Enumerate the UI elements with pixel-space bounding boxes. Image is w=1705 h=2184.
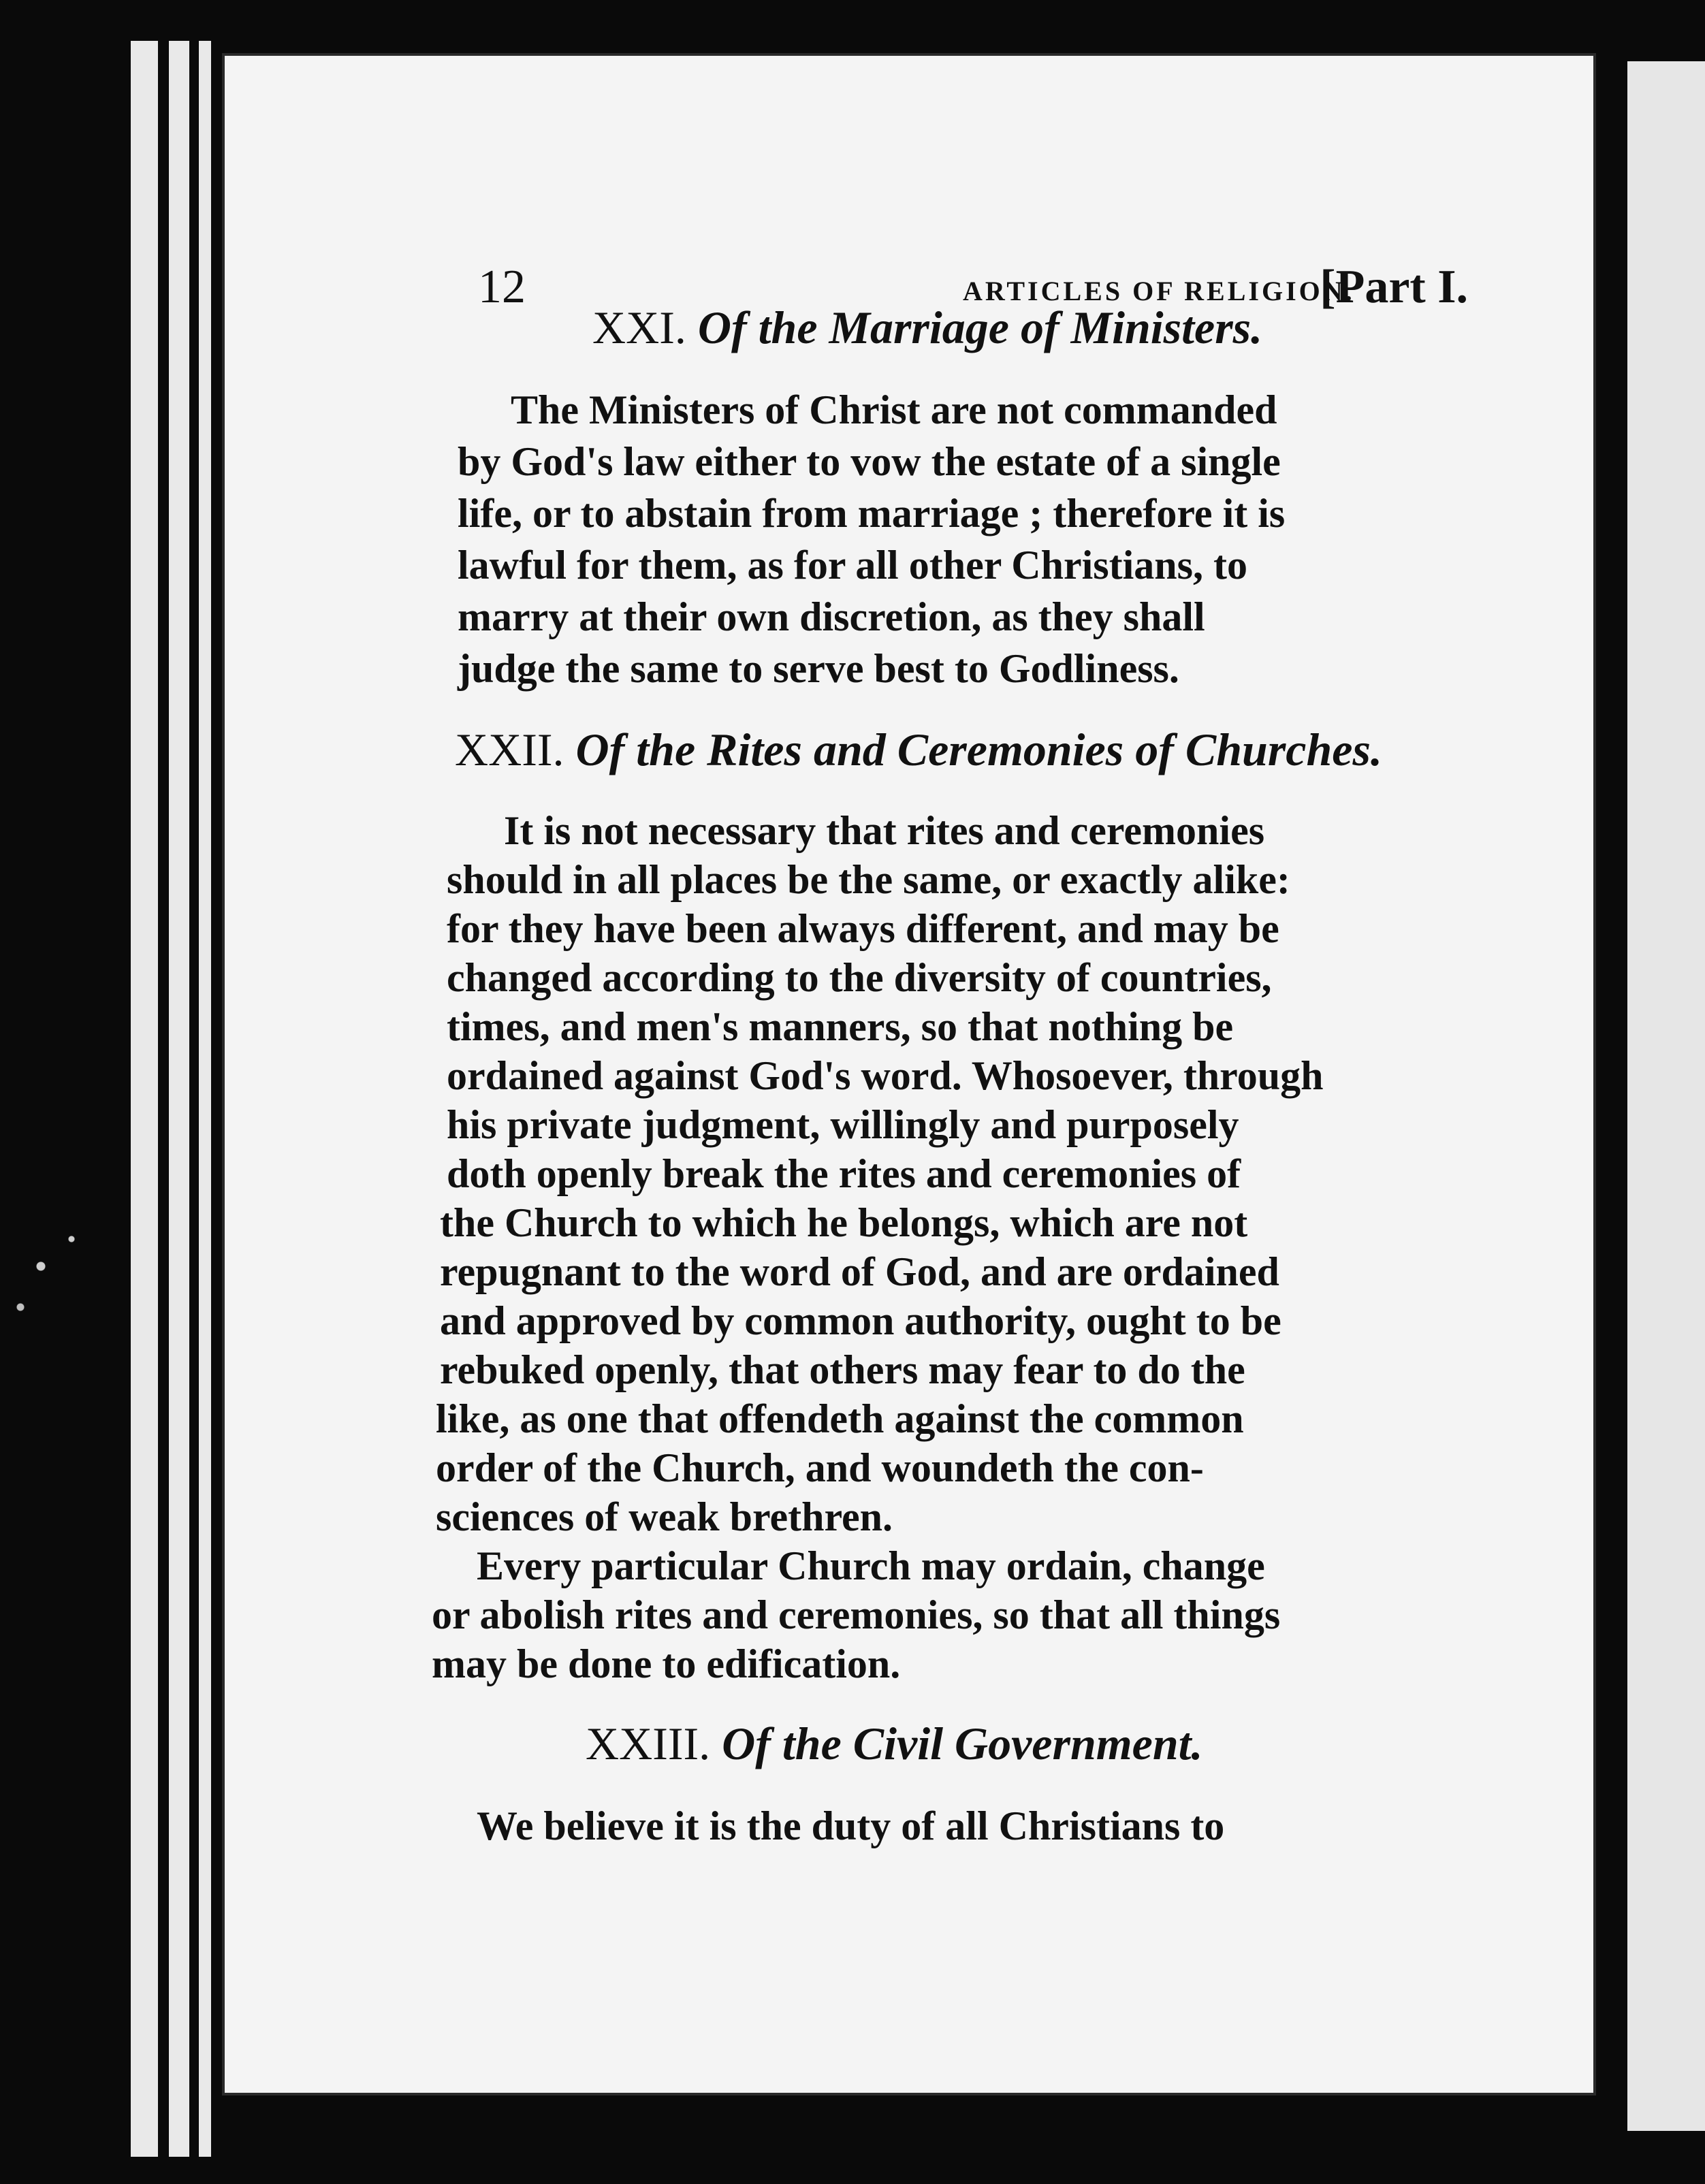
text-line: his private judgment, willingly and purposely (447, 1102, 1239, 1147)
text-line: and approved by common authority, ought to be (440, 1298, 1281, 1343)
facing-page-edge (1627, 61, 1705, 2131)
text-line: Every particular Church may ordain, change (477, 1543, 1265, 1588)
page-edge-strip (131, 41, 158, 2157)
running-title: ARTICLES OF RELIGION. (963, 276, 1355, 306)
text-line: times, and men's manners, so that nothing be (447, 1004, 1234, 1049)
text-line: like, as one that offendeth against the common (436, 1396, 1244, 1441)
article-title: Of the Rites and Ceremonies of Churches. (575, 724, 1382, 775)
article-numeral: XXIII. (586, 1718, 711, 1769)
text-line: or abolish rites and ceremonies, so that all things (432, 1592, 1281, 1637)
text-line: We believe it is the duty of all Christians to (477, 1803, 1225, 1848)
text-line: rebuked openly, that others may fear to do the (440, 1347, 1245, 1392)
text-line: It is not necessary that rites and ceremonies (504, 808, 1265, 853)
text-line: doth openly break the rites and ceremonies of (447, 1151, 1241, 1196)
book-page (222, 53, 1596, 2095)
page-number: 12 (478, 261, 526, 313)
article-heading (586, 1717, 1203, 1771)
article-title: Of the Marriage of Ministers. (697, 302, 1263, 353)
page-edge-strip (199, 41, 211, 2157)
text-line: by God's law either to vow the estate of a single (458, 439, 1281, 484)
text-line: life, or to abstain from marriage ; therefore it is (458, 491, 1286, 536)
text-line: repugnant to the word of God, and are ordained (440, 1249, 1279, 1294)
text-line: order of the Church, and woundeth the con- (436, 1445, 1204, 1490)
article-heading (455, 723, 1382, 777)
part-label: [Part I. (1320, 261, 1468, 313)
text-line: marry at their own discretion, as they shall (458, 594, 1205, 639)
article-title: Of the Civil Government. (722, 1718, 1203, 1769)
article-numeral: XXII. (455, 724, 564, 775)
text-line: sciences of weak brethren. (436, 1494, 893, 1539)
text-line: changed according to the diversity of countries, (447, 955, 1272, 1000)
text-line: should in all places be the same, or exactly alike: (447, 857, 1290, 902)
article-heading (592, 301, 1262, 355)
margin-stain (0, 1198, 102, 1334)
text-line: may be done to edification. (432, 1641, 901, 1686)
text-line: The Ministers of Christ are not commanded (511, 387, 1277, 432)
text-line: lawful for them, as for all other Christians, to (458, 543, 1247, 588)
text-line: the Church to which he belongs, which are not (440, 1200, 1248, 1245)
page-edge-strip (169, 41, 189, 2157)
article-numeral: XXI. (592, 302, 686, 353)
text-line: judge the same to serve best to Godliness. (458, 646, 1179, 691)
text-line: for they have been always different, and may be (447, 906, 1279, 951)
text-line: ordained against God's word. Whosoever, through (447, 1053, 1324, 1098)
